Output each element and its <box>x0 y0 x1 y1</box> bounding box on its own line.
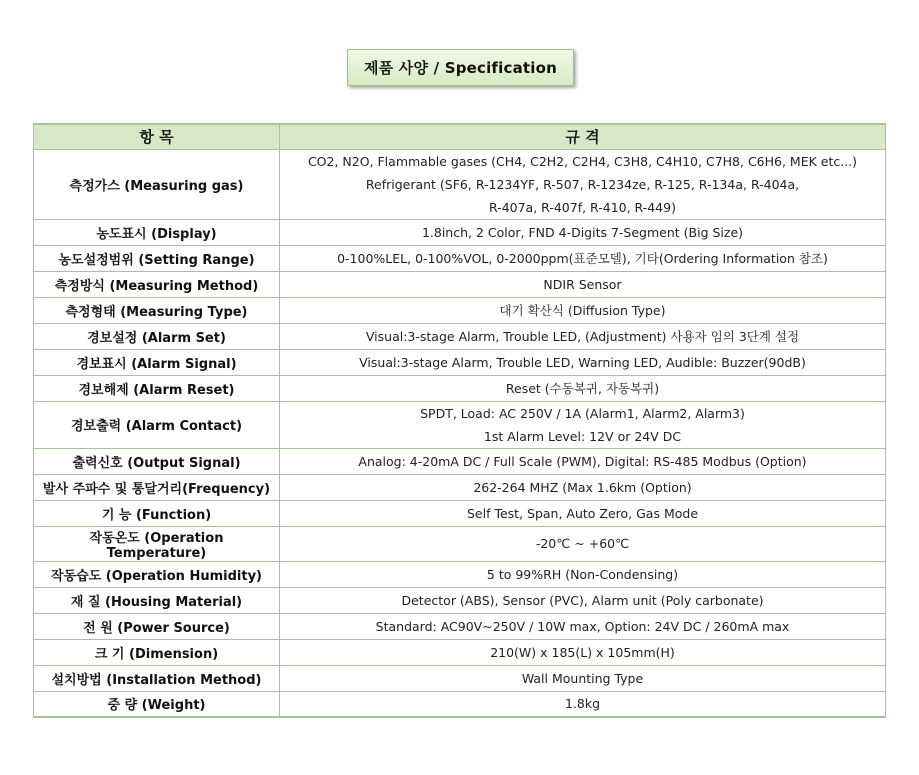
spec-item-value <box>280 297 886 323</box>
table-row <box>34 448 886 474</box>
table-row <box>34 149 886 219</box>
spec-value-line: 1.8inch, 2 Color, FND 4-Digits 7-Segment (Big Size) <box>421 224 744 240</box>
spec-value-line: 262-264 MHZ (Max 1.6km (Option) <box>473 479 692 495</box>
spec-value-line: Detector (ABS), Sensor (PVC), Alarm unit (Poly carbonate) <box>401 592 764 608</box>
spec-value-line: Refrigerant (SF6, R-1234YF, R-507, R-1234ze, R-125, R-134a, R-404a, <box>365 176 800 192</box>
spec-table-body <box>34 149 886 717</box>
table-row <box>34 526 886 561</box>
spec-item-name: 경보출력 (Alarm Contact) <box>34 401 280 448</box>
spec-item-name: 경보해제 (Alarm Reset) <box>34 375 280 401</box>
spec-value-line: SPDT, Load: AC 250V / 1A (Alarm1, Alarm2, Alarm3) <box>420 405 745 421</box>
spec-value-line: 1st Alarm Level: 12V or 24V DC <box>483 428 682 444</box>
spec-value-line: Visual:3-stage Alarm, Trouble LED, Warning LED, Audible: Buzzer(90dB) <box>359 354 806 370</box>
spec-item-name: 농도표시 (Display) <box>34 219 280 245</box>
spec-item-name: 발사 주파수 및 통달거리(Frequency) <box>34 474 280 500</box>
table-row <box>34 219 886 245</box>
spec-item-name: 경보설정 (Alarm Set) <box>34 323 280 349</box>
spec-value-line: R-407a, R-407f, R-410, R-449) <box>489 199 676 215</box>
spec-value-line: -20℃ ~ +60℃ <box>535 536 630 551</box>
spec-item-name: 경보표시 (Alarm Signal) <box>34 349 280 375</box>
header-spec: 규 격 <box>280 124 886 149</box>
table-row <box>34 500 886 526</box>
spec-item-value <box>280 149 886 219</box>
spec-value-line: 210(W) x 185(L) x 105mm(H) <box>490 644 675 660</box>
table-row <box>34 401 886 448</box>
table-row <box>34 691 886 717</box>
spec-item-name: 측정가스 (Measuring gas) <box>34 149 280 219</box>
spec-value-line: Reset (수동복귀, 자동복귀) <box>505 380 660 396</box>
spec-table <box>33 123 886 718</box>
spec-item-value <box>280 271 886 297</box>
spec-item-name: 설치방법 (Installation Method) <box>34 665 280 691</box>
spec-value-line: Wall Mounting Type <box>521 670 644 686</box>
spec-item-name: 출력신호 (Output Signal) <box>34 448 280 474</box>
spec-item-name: 크 기 (Dimension) <box>34 639 280 665</box>
table-row <box>34 271 886 297</box>
spec-item-value <box>280 474 886 500</box>
table-header-row <box>34 124 886 149</box>
table-row <box>34 349 886 375</box>
spec-item-value <box>280 665 886 691</box>
spec-value-line: 대기 확산식 (Diffusion Type) <box>499 302 666 318</box>
spec-item-value <box>280 219 886 245</box>
spec-item-name: 측정방식 (Measuring Method) <box>34 271 280 297</box>
spec-value-line: 1.8kg <box>564 696 601 712</box>
spec-item-name: 전 원 (Power Source) <box>34 613 280 639</box>
spec-item-value <box>280 639 886 665</box>
spec-item-value <box>280 613 886 639</box>
table-row <box>34 665 886 691</box>
spec-item-name: 재 질 (Housing Material) <box>34 587 280 613</box>
spec-item-value <box>280 561 886 587</box>
spec-item-name: 작동온도 (Operation Temperature) <box>34 526 280 561</box>
spec-value-line: 5 to 99%RH (Non-Condensing) <box>486 566 679 582</box>
spec-value-line: Analog: 4-20mA DC / Full Scale (PWM), Digital: RS-485 Modbus (Option) <box>358 453 807 469</box>
spec-value-line: Visual:3-stage Alarm, Trouble LED, (Adjustment) 사용자 임의 3단계 설정 <box>365 328 800 344</box>
table-row <box>34 587 886 613</box>
page-title: 제품 사양 / Specification <box>347 49 574 86</box>
spec-item-name: 작동습도 (Operation Humidity) <box>34 561 280 587</box>
table-row <box>34 613 886 639</box>
spec-item-name: 측정형태 (Measuring Type) <box>34 297 280 323</box>
spec-item-value <box>280 349 886 375</box>
table-row <box>34 561 886 587</box>
spec-item-value <box>280 691 886 717</box>
table-row <box>34 297 886 323</box>
spec-item-value <box>280 500 886 526</box>
spec-item-value <box>280 245 886 271</box>
spec-item-value <box>280 375 886 401</box>
spec-value-line: NDIR Sensor <box>543 276 622 292</box>
table-row <box>34 245 886 271</box>
spec-item-value <box>280 526 886 561</box>
spec-item-value <box>280 587 886 613</box>
spec-item-value <box>280 401 886 448</box>
spec-item-name: 기 능 (Function) <box>34 500 280 526</box>
table-row <box>34 375 886 401</box>
spec-item-value <box>280 323 886 349</box>
spec-value-line: Standard: AC90V~250V / 10W max, Option: 24V DC / 260mA max <box>375 618 790 634</box>
table-row <box>34 474 886 500</box>
header-item: 항 목 <box>34 124 280 149</box>
spec-item-value <box>280 448 886 474</box>
spec-value-line: CO2, N2O, Flammable gases (CH4, C2H2, C2H4, C3H8, C4H10, C7H8, C6H6, MEK etc...) <box>307 153 858 169</box>
spec-item-name: 농도설정범위 (Setting Range) <box>34 245 280 271</box>
spec-item-name: 중 량 (Weight) <box>34 691 280 717</box>
table-row <box>34 323 886 349</box>
spec-value-line: 0-100%LEL, 0-100%VOL, 0-2000ppm(표준모델), 기타(Ordering Information 참조) <box>337 250 828 266</box>
spec-value-line: Self Test, Span, Auto Zero, Gas Mode <box>466 505 699 521</box>
table-row <box>34 639 886 665</box>
